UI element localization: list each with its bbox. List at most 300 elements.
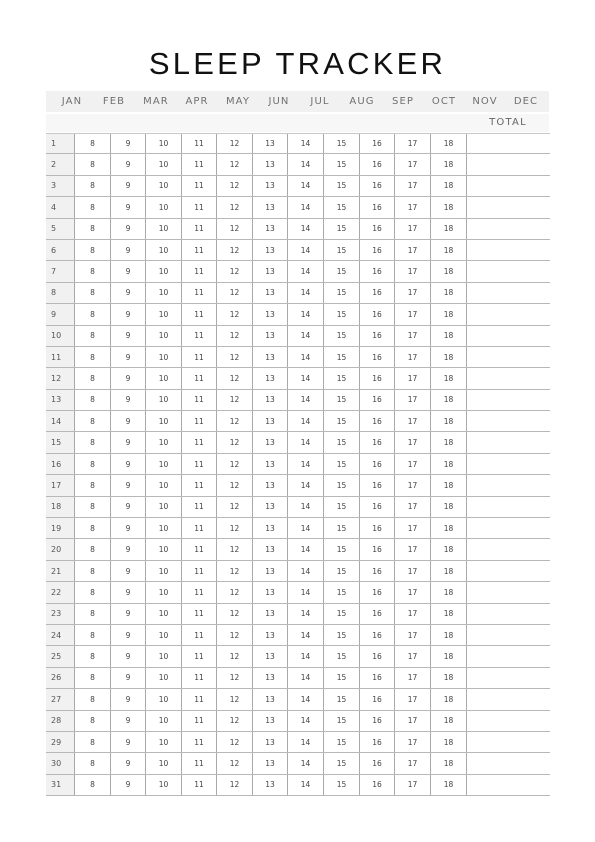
hour-cell[interactable]: 17 — [394, 368, 430, 388]
hour-cell[interactable]: 16 — [359, 390, 394, 410]
hour-cell[interactable]: 13 — [252, 261, 287, 281]
hour-cell[interactable]: 17 — [394, 261, 430, 281]
total-cell[interactable] — [466, 432, 550, 452]
hour-cell[interactable]: 13 — [252, 411, 287, 431]
hour-cell[interactable]: 10 — [145, 411, 181, 431]
hour-cell[interactable]: 16 — [359, 347, 394, 367]
hour-cell[interactable]: 15 — [323, 134, 359, 153]
hour-cell[interactable]: 15 — [323, 711, 359, 731]
hour-cell[interactable]: 15 — [323, 304, 359, 324]
hour-cell[interactable]: 17 — [394, 561, 430, 581]
hour-cell[interactable]: 16 — [359, 604, 394, 624]
hour-cell[interactable]: 11 — [181, 261, 216, 281]
hour-cell[interactable]: 17 — [394, 539, 430, 559]
hour-cell[interactable]: 16 — [359, 518, 394, 538]
hour-cell[interactable]: 18 — [430, 432, 466, 452]
hour-cell[interactable]: 18 — [430, 154, 466, 174]
hour-cell[interactable]: 9 — [110, 390, 145, 410]
total-cell[interactable] — [466, 347, 550, 367]
hour-cell[interactable]: 17 — [394, 753, 430, 773]
hour-cell[interactable]: 10 — [145, 197, 181, 217]
hour-cell[interactable]: 16 — [359, 197, 394, 217]
hour-cell[interactable]: 8 — [74, 497, 110, 517]
hour-cell[interactable]: 11 — [181, 176, 216, 196]
hour-cell[interactable]: 11 — [181, 668, 216, 688]
hour-cell[interactable]: 11 — [181, 732, 216, 752]
hour-cell[interactable]: 16 — [359, 261, 394, 281]
total-cell[interactable] — [466, 604, 550, 624]
hour-cell[interactable]: 13 — [252, 432, 287, 452]
hour-cell[interactable]: 15 — [323, 326, 359, 346]
hour-cell[interactable]: 16 — [359, 219, 394, 239]
hour-cell[interactable]: 13 — [252, 197, 287, 217]
hour-cell[interactable]: 11 — [181, 432, 216, 452]
hour-cell[interactable]: 15 — [323, 625, 359, 645]
hour-cell[interactable]: 11 — [181, 582, 216, 602]
total-cell[interactable] — [466, 326, 550, 346]
hour-cell[interactable]: 11 — [181, 154, 216, 174]
hour-cell[interactable]: 13 — [252, 347, 287, 367]
hour-cell[interactable]: 12 — [216, 219, 252, 239]
hour-cell[interactable]: 12 — [216, 390, 252, 410]
hour-cell[interactable]: 14 — [287, 432, 323, 452]
hour-cell[interactable]: 10 — [145, 432, 181, 452]
total-cell[interactable] — [466, 454, 550, 474]
hour-cell[interactable]: 10 — [145, 582, 181, 602]
hour-cell[interactable]: 8 — [74, 475, 110, 495]
hour-cell[interactable]: 11 — [181, 304, 216, 324]
hour-cell[interactable]: 18 — [430, 625, 466, 645]
hour-cell[interactable]: 13 — [252, 368, 287, 388]
hour-cell[interactable]: 8 — [74, 775, 110, 795]
hour-cell[interactable]: 14 — [287, 283, 323, 303]
hour-cell[interactable]: 8 — [74, 368, 110, 388]
hour-cell[interactable]: 15 — [323, 775, 359, 795]
hour-cell[interactable]: 8 — [74, 304, 110, 324]
hour-cell[interactable]: 9 — [110, 176, 145, 196]
hour-cell[interactable]: 11 — [181, 475, 216, 495]
hour-cell[interactable]: 16 — [359, 475, 394, 495]
hour-cell[interactable]: 16 — [359, 646, 394, 666]
hour-cell[interactable]: 8 — [74, 518, 110, 538]
hour-cell[interactable]: 10 — [145, 347, 181, 367]
hour-cell[interactable]: 10 — [145, 475, 181, 495]
hour-cell[interactable]: 10 — [145, 518, 181, 538]
hour-cell[interactable]: 18 — [430, 775, 466, 795]
hour-cell[interactable]: 11 — [181, 646, 216, 666]
hour-cell[interactable]: 17 — [394, 176, 430, 196]
hour-cell[interactable]: 11 — [181, 711, 216, 731]
hour-cell[interactable]: 18 — [430, 454, 466, 474]
hour-cell[interactable]: 8 — [74, 261, 110, 281]
hour-cell[interactable]: 16 — [359, 497, 394, 517]
hour-cell[interactable]: 13 — [252, 176, 287, 196]
hour-cell[interactable]: 10 — [145, 176, 181, 196]
hour-cell[interactable]: 12 — [216, 154, 252, 174]
hour-cell[interactable]: 9 — [110, 261, 145, 281]
total-cell[interactable] — [466, 668, 550, 688]
hour-cell[interactable]: 10 — [145, 326, 181, 346]
hour-cell[interactable]: 18 — [430, 646, 466, 666]
hour-cell[interactable]: 9 — [110, 304, 145, 324]
hour-cell[interactable]: 14 — [287, 176, 323, 196]
hour-cell[interactable]: 9 — [110, 411, 145, 431]
hour-cell[interactable]: 14 — [287, 775, 323, 795]
hour-cell[interactable]: 18 — [430, 390, 466, 410]
hour-cell[interactable]: 17 — [394, 134, 430, 153]
hour-cell[interactable]: 15 — [323, 347, 359, 367]
hour-cell[interactable]: 15 — [323, 732, 359, 752]
hour-cell[interactable]: 11 — [181, 775, 216, 795]
hour-cell[interactable]: 12 — [216, 326, 252, 346]
hour-cell[interactable]: 16 — [359, 668, 394, 688]
hour-cell[interactable]: 16 — [359, 411, 394, 431]
hour-cell[interactable]: 8 — [74, 668, 110, 688]
hour-cell[interactable]: 11 — [181, 219, 216, 239]
hour-cell[interactable]: 18 — [430, 561, 466, 581]
hour-cell[interactable]: 8 — [74, 176, 110, 196]
hour-cell[interactable]: 13 — [252, 304, 287, 324]
hour-cell[interactable]: 13 — [252, 561, 287, 581]
hour-cell[interactable]: 16 — [359, 539, 394, 559]
hour-cell[interactable]: 14 — [287, 711, 323, 731]
hour-cell[interactable]: 14 — [287, 134, 323, 153]
hour-cell[interactable]: 15 — [323, 668, 359, 688]
hour-cell[interactable]: 14 — [287, 154, 323, 174]
hour-cell[interactable]: 13 — [252, 711, 287, 731]
hour-cell[interactable]: 17 — [394, 240, 430, 260]
hour-cell[interactable]: 18 — [430, 604, 466, 624]
hour-cell[interactable]: 16 — [359, 304, 394, 324]
hour-cell[interactable]: 18 — [430, 582, 466, 602]
hour-cell[interactable]: 9 — [110, 625, 145, 645]
hour-cell[interactable]: 9 — [110, 518, 145, 538]
hour-cell[interactable]: 11 — [181, 197, 216, 217]
hour-cell[interactable]: 13 — [252, 454, 287, 474]
hour-cell[interactable]: 12 — [216, 432, 252, 452]
hour-cell[interactable]: 9 — [110, 711, 145, 731]
hour-cell[interactable]: 16 — [359, 732, 394, 752]
hour-cell[interactable]: 11 — [181, 411, 216, 431]
total-cell[interactable] — [466, 539, 550, 559]
hour-cell[interactable]: 15 — [323, 475, 359, 495]
hour-cell[interactable]: 18 — [430, 497, 466, 517]
hour-cell[interactable]: 15 — [323, 176, 359, 196]
hour-cell[interactable]: 13 — [252, 134, 287, 153]
hour-cell[interactable]: 14 — [287, 582, 323, 602]
hour-cell[interactable]: 17 — [394, 411, 430, 431]
hour-cell[interactable]: 10 — [145, 390, 181, 410]
hour-cell[interactable]: 18 — [430, 668, 466, 688]
hour-cell[interactable]: 11 — [181, 134, 216, 153]
hour-cell[interactable]: 17 — [394, 347, 430, 367]
hour-cell[interactable]: 12 — [216, 646, 252, 666]
hour-cell[interactable]: 14 — [287, 604, 323, 624]
hour-cell[interactable]: 8 — [74, 197, 110, 217]
total-cell[interactable] — [466, 497, 550, 517]
hour-cell[interactable]: 11 — [181, 625, 216, 645]
hour-cell[interactable]: 10 — [145, 240, 181, 260]
hour-cell[interactable]: 14 — [287, 539, 323, 559]
hour-cell[interactable]: 10 — [145, 561, 181, 581]
hour-cell[interactable]: 15 — [323, 454, 359, 474]
hour-cell[interactable]: 15 — [323, 518, 359, 538]
hour-cell[interactable]: 16 — [359, 176, 394, 196]
hour-cell[interactable]: 18 — [430, 368, 466, 388]
hour-cell[interactable]: 9 — [110, 240, 145, 260]
hour-cell[interactable]: 9 — [110, 539, 145, 559]
hour-cell[interactable]: 13 — [252, 753, 287, 773]
hour-cell[interactable]: 15 — [323, 283, 359, 303]
hour-cell[interactable]: 10 — [145, 134, 181, 153]
hour-cell[interactable]: 12 — [216, 283, 252, 303]
hour-cell[interactable]: 13 — [252, 668, 287, 688]
hour-cell[interactable]: 16 — [359, 689, 394, 709]
hour-cell[interactable]: 10 — [145, 732, 181, 752]
hour-cell[interactable]: 16 — [359, 582, 394, 602]
hour-cell[interactable]: 8 — [74, 411, 110, 431]
hour-cell[interactable]: 16 — [359, 561, 394, 581]
hour-cell[interactable]: 10 — [145, 604, 181, 624]
hour-cell[interactable]: 9 — [110, 432, 145, 452]
hour-cell[interactable]: 13 — [252, 518, 287, 538]
hour-cell[interactable]: 18 — [430, 732, 466, 752]
total-cell[interactable] — [466, 411, 550, 431]
hour-cell[interactable]: 12 — [216, 604, 252, 624]
hour-cell[interactable]: 16 — [359, 775, 394, 795]
total-cell[interactable] — [466, 154, 550, 174]
hour-cell[interactable]: 15 — [323, 646, 359, 666]
hour-cell[interactable]: 15 — [323, 240, 359, 260]
hour-cell[interactable]: 14 — [287, 561, 323, 581]
hour-cell[interactable]: 18 — [430, 411, 466, 431]
hour-cell[interactable]: 18 — [430, 240, 466, 260]
hour-cell[interactable]: 17 — [394, 582, 430, 602]
hour-cell[interactable]: 14 — [287, 368, 323, 388]
hour-cell[interactable]: 9 — [110, 561, 145, 581]
hour-cell[interactable]: 9 — [110, 646, 145, 666]
hour-cell[interactable]: 10 — [145, 497, 181, 517]
total-cell[interactable] — [466, 582, 550, 602]
hour-cell[interactable]: 14 — [287, 304, 323, 324]
hour-cell[interactable]: 13 — [252, 582, 287, 602]
hour-cell[interactable]: 8 — [74, 432, 110, 452]
hour-cell[interactable]: 18 — [430, 753, 466, 773]
total-cell[interactable] — [466, 689, 550, 709]
hour-cell[interactable]: 10 — [145, 539, 181, 559]
hour-cell[interactable]: 15 — [323, 411, 359, 431]
hour-cell[interactable]: 15 — [323, 753, 359, 773]
hour-cell[interactable]: 12 — [216, 711, 252, 731]
hour-cell[interactable]: 12 — [216, 368, 252, 388]
hour-cell[interactable]: 16 — [359, 368, 394, 388]
hour-cell[interactable]: 14 — [287, 261, 323, 281]
hour-cell[interactable]: 8 — [74, 604, 110, 624]
hour-cell[interactable]: 13 — [252, 283, 287, 303]
hour-cell[interactable]: 12 — [216, 347, 252, 367]
hour-cell[interactable]: 18 — [430, 475, 466, 495]
hour-cell[interactable]: 9 — [110, 753, 145, 773]
hour-cell[interactable]: 10 — [145, 454, 181, 474]
hour-cell[interactable]: 10 — [145, 625, 181, 645]
hour-cell[interactable]: 11 — [181, 326, 216, 346]
total-cell[interactable] — [466, 368, 550, 388]
total-cell[interactable] — [466, 732, 550, 752]
hour-cell[interactable]: 17 — [394, 625, 430, 645]
hour-cell[interactable]: 13 — [252, 390, 287, 410]
hour-cell[interactable]: 13 — [252, 326, 287, 346]
hour-cell[interactable]: 17 — [394, 775, 430, 795]
hour-cell[interactable]: 17 — [394, 475, 430, 495]
hour-cell[interactable]: 14 — [287, 197, 323, 217]
hour-cell[interactable]: 10 — [145, 711, 181, 731]
hour-cell[interactable]: 8 — [74, 134, 110, 153]
hour-cell[interactable]: 9 — [110, 775, 145, 795]
hour-cell[interactable]: 18 — [430, 197, 466, 217]
hour-cell[interactable]: 15 — [323, 154, 359, 174]
hour-cell[interactable]: 13 — [252, 475, 287, 495]
hour-cell[interactable]: 8 — [74, 646, 110, 666]
hour-cell[interactable]: 8 — [74, 689, 110, 709]
hour-cell[interactable]: 8 — [74, 625, 110, 645]
hour-cell[interactable]: 17 — [394, 283, 430, 303]
hour-cell[interactable]: 15 — [323, 604, 359, 624]
hour-cell[interactable]: 11 — [181, 368, 216, 388]
hour-cell[interactable]: 17 — [394, 304, 430, 324]
hour-cell[interactable]: 11 — [181, 240, 216, 260]
hour-cell[interactable]: 17 — [394, 454, 430, 474]
hour-cell[interactable]: 12 — [216, 176, 252, 196]
hour-cell[interactable]: 18 — [430, 326, 466, 346]
hour-cell[interactable]: 9 — [110, 197, 145, 217]
hour-cell[interactable]: 13 — [252, 646, 287, 666]
total-cell[interactable] — [466, 711, 550, 731]
hour-cell[interactable]: 15 — [323, 261, 359, 281]
hour-cell[interactable]: 8 — [74, 561, 110, 581]
hour-cell[interactable]: 13 — [252, 732, 287, 752]
hour-cell[interactable]: 9 — [110, 368, 145, 388]
hour-cell[interactable]: 12 — [216, 411, 252, 431]
hour-cell[interactable]: 12 — [216, 518, 252, 538]
total-cell[interactable] — [466, 219, 550, 239]
hour-cell[interactable]: 10 — [145, 775, 181, 795]
hour-cell[interactable]: 8 — [74, 154, 110, 174]
hour-cell[interactable]: 9 — [110, 604, 145, 624]
hour-cell[interactable]: 11 — [181, 390, 216, 410]
hour-cell[interactable]: 9 — [110, 668, 145, 688]
hour-cell[interactable]: 12 — [216, 304, 252, 324]
hour-cell[interactable]: 16 — [359, 134, 394, 153]
hour-cell[interactable]: 18 — [430, 304, 466, 324]
hour-cell[interactable]: 14 — [287, 347, 323, 367]
hour-cell[interactable]: 11 — [181, 561, 216, 581]
hour-cell[interactable]: 17 — [394, 668, 430, 688]
hour-cell[interactable]: 10 — [145, 219, 181, 239]
total-cell[interactable] — [466, 561, 550, 581]
hour-cell[interactable]: 8 — [74, 539, 110, 559]
hour-cell[interactable]: 13 — [252, 154, 287, 174]
hour-cell[interactable]: 10 — [145, 154, 181, 174]
hour-cell[interactable]: 13 — [252, 604, 287, 624]
hour-cell[interactable]: 11 — [181, 497, 216, 517]
hour-cell[interactable]: 18 — [430, 518, 466, 538]
hour-cell[interactable]: 15 — [323, 539, 359, 559]
hour-cell[interactable]: 15 — [323, 390, 359, 410]
hour-cell[interactable]: 17 — [394, 711, 430, 731]
hour-cell[interactable]: 13 — [252, 689, 287, 709]
total-cell[interactable] — [466, 176, 550, 196]
hour-cell[interactable]: 15 — [323, 582, 359, 602]
hour-cell[interactable]: 18 — [430, 176, 466, 196]
hour-cell[interactable]: 9 — [110, 689, 145, 709]
hour-cell[interactable]: 9 — [110, 732, 145, 752]
hour-cell[interactable]: 12 — [216, 689, 252, 709]
hour-cell[interactable]: 11 — [181, 604, 216, 624]
hour-cell[interactable]: 10 — [145, 283, 181, 303]
hour-cell[interactable]: 16 — [359, 154, 394, 174]
total-cell[interactable] — [466, 753, 550, 773]
hour-cell[interactable]: 14 — [287, 732, 323, 752]
hour-cell[interactable]: 14 — [287, 625, 323, 645]
hour-cell[interactable]: 10 — [145, 646, 181, 666]
hour-cell[interactable]: 17 — [394, 326, 430, 346]
hour-cell[interactable]: 16 — [359, 240, 394, 260]
hour-cell[interactable]: 9 — [110, 134, 145, 153]
hour-cell[interactable]: 14 — [287, 390, 323, 410]
hour-cell[interactable]: 9 — [110, 582, 145, 602]
total-cell[interactable] — [466, 261, 550, 281]
hour-cell[interactable]: 16 — [359, 454, 394, 474]
hour-cell[interactable]: 17 — [394, 197, 430, 217]
hour-cell[interactable]: 9 — [110, 454, 145, 474]
hour-cell[interactable]: 17 — [394, 518, 430, 538]
hour-cell[interactable]: 8 — [74, 582, 110, 602]
hour-cell[interactable]: 16 — [359, 432, 394, 452]
hour-cell[interactable]: 16 — [359, 326, 394, 346]
hour-cell[interactable]: 9 — [110, 219, 145, 239]
hour-cell[interactable]: 12 — [216, 561, 252, 581]
hour-cell[interactable]: 12 — [216, 475, 252, 495]
hour-cell[interactable]: 17 — [394, 604, 430, 624]
hour-cell[interactable]: 9 — [110, 283, 145, 303]
hour-cell[interactable]: 8 — [74, 326, 110, 346]
hour-cell[interactable]: 8 — [74, 753, 110, 773]
hour-cell[interactable]: 12 — [216, 539, 252, 559]
hour-cell[interactable]: 8 — [74, 219, 110, 239]
hour-cell[interactable]: 12 — [216, 668, 252, 688]
hour-cell[interactable]: 14 — [287, 475, 323, 495]
hour-cell[interactable]: 8 — [74, 454, 110, 474]
hour-cell[interactable]: 11 — [181, 539, 216, 559]
hour-cell[interactable]: 12 — [216, 582, 252, 602]
hour-cell[interactable]: 11 — [181, 689, 216, 709]
hour-cell[interactable]: 8 — [74, 711, 110, 731]
hour-cell[interactable]: 14 — [287, 668, 323, 688]
hour-cell[interactable]: 9 — [110, 326, 145, 346]
hour-cell[interactable]: 13 — [252, 625, 287, 645]
hour-cell[interactable]: 17 — [394, 390, 430, 410]
hour-cell[interactable]: 17 — [394, 154, 430, 174]
hour-cell[interactable]: 18 — [430, 134, 466, 153]
hour-cell[interactable]: 14 — [287, 326, 323, 346]
hour-cell[interactable]: 18 — [430, 539, 466, 559]
hour-cell[interactable]: 16 — [359, 753, 394, 773]
hour-cell[interactable]: 17 — [394, 732, 430, 752]
hour-cell[interactable]: 11 — [181, 753, 216, 773]
total-cell[interactable] — [466, 240, 550, 260]
hour-cell[interactable]: 15 — [323, 432, 359, 452]
hour-cell[interactable]: 12 — [216, 775, 252, 795]
